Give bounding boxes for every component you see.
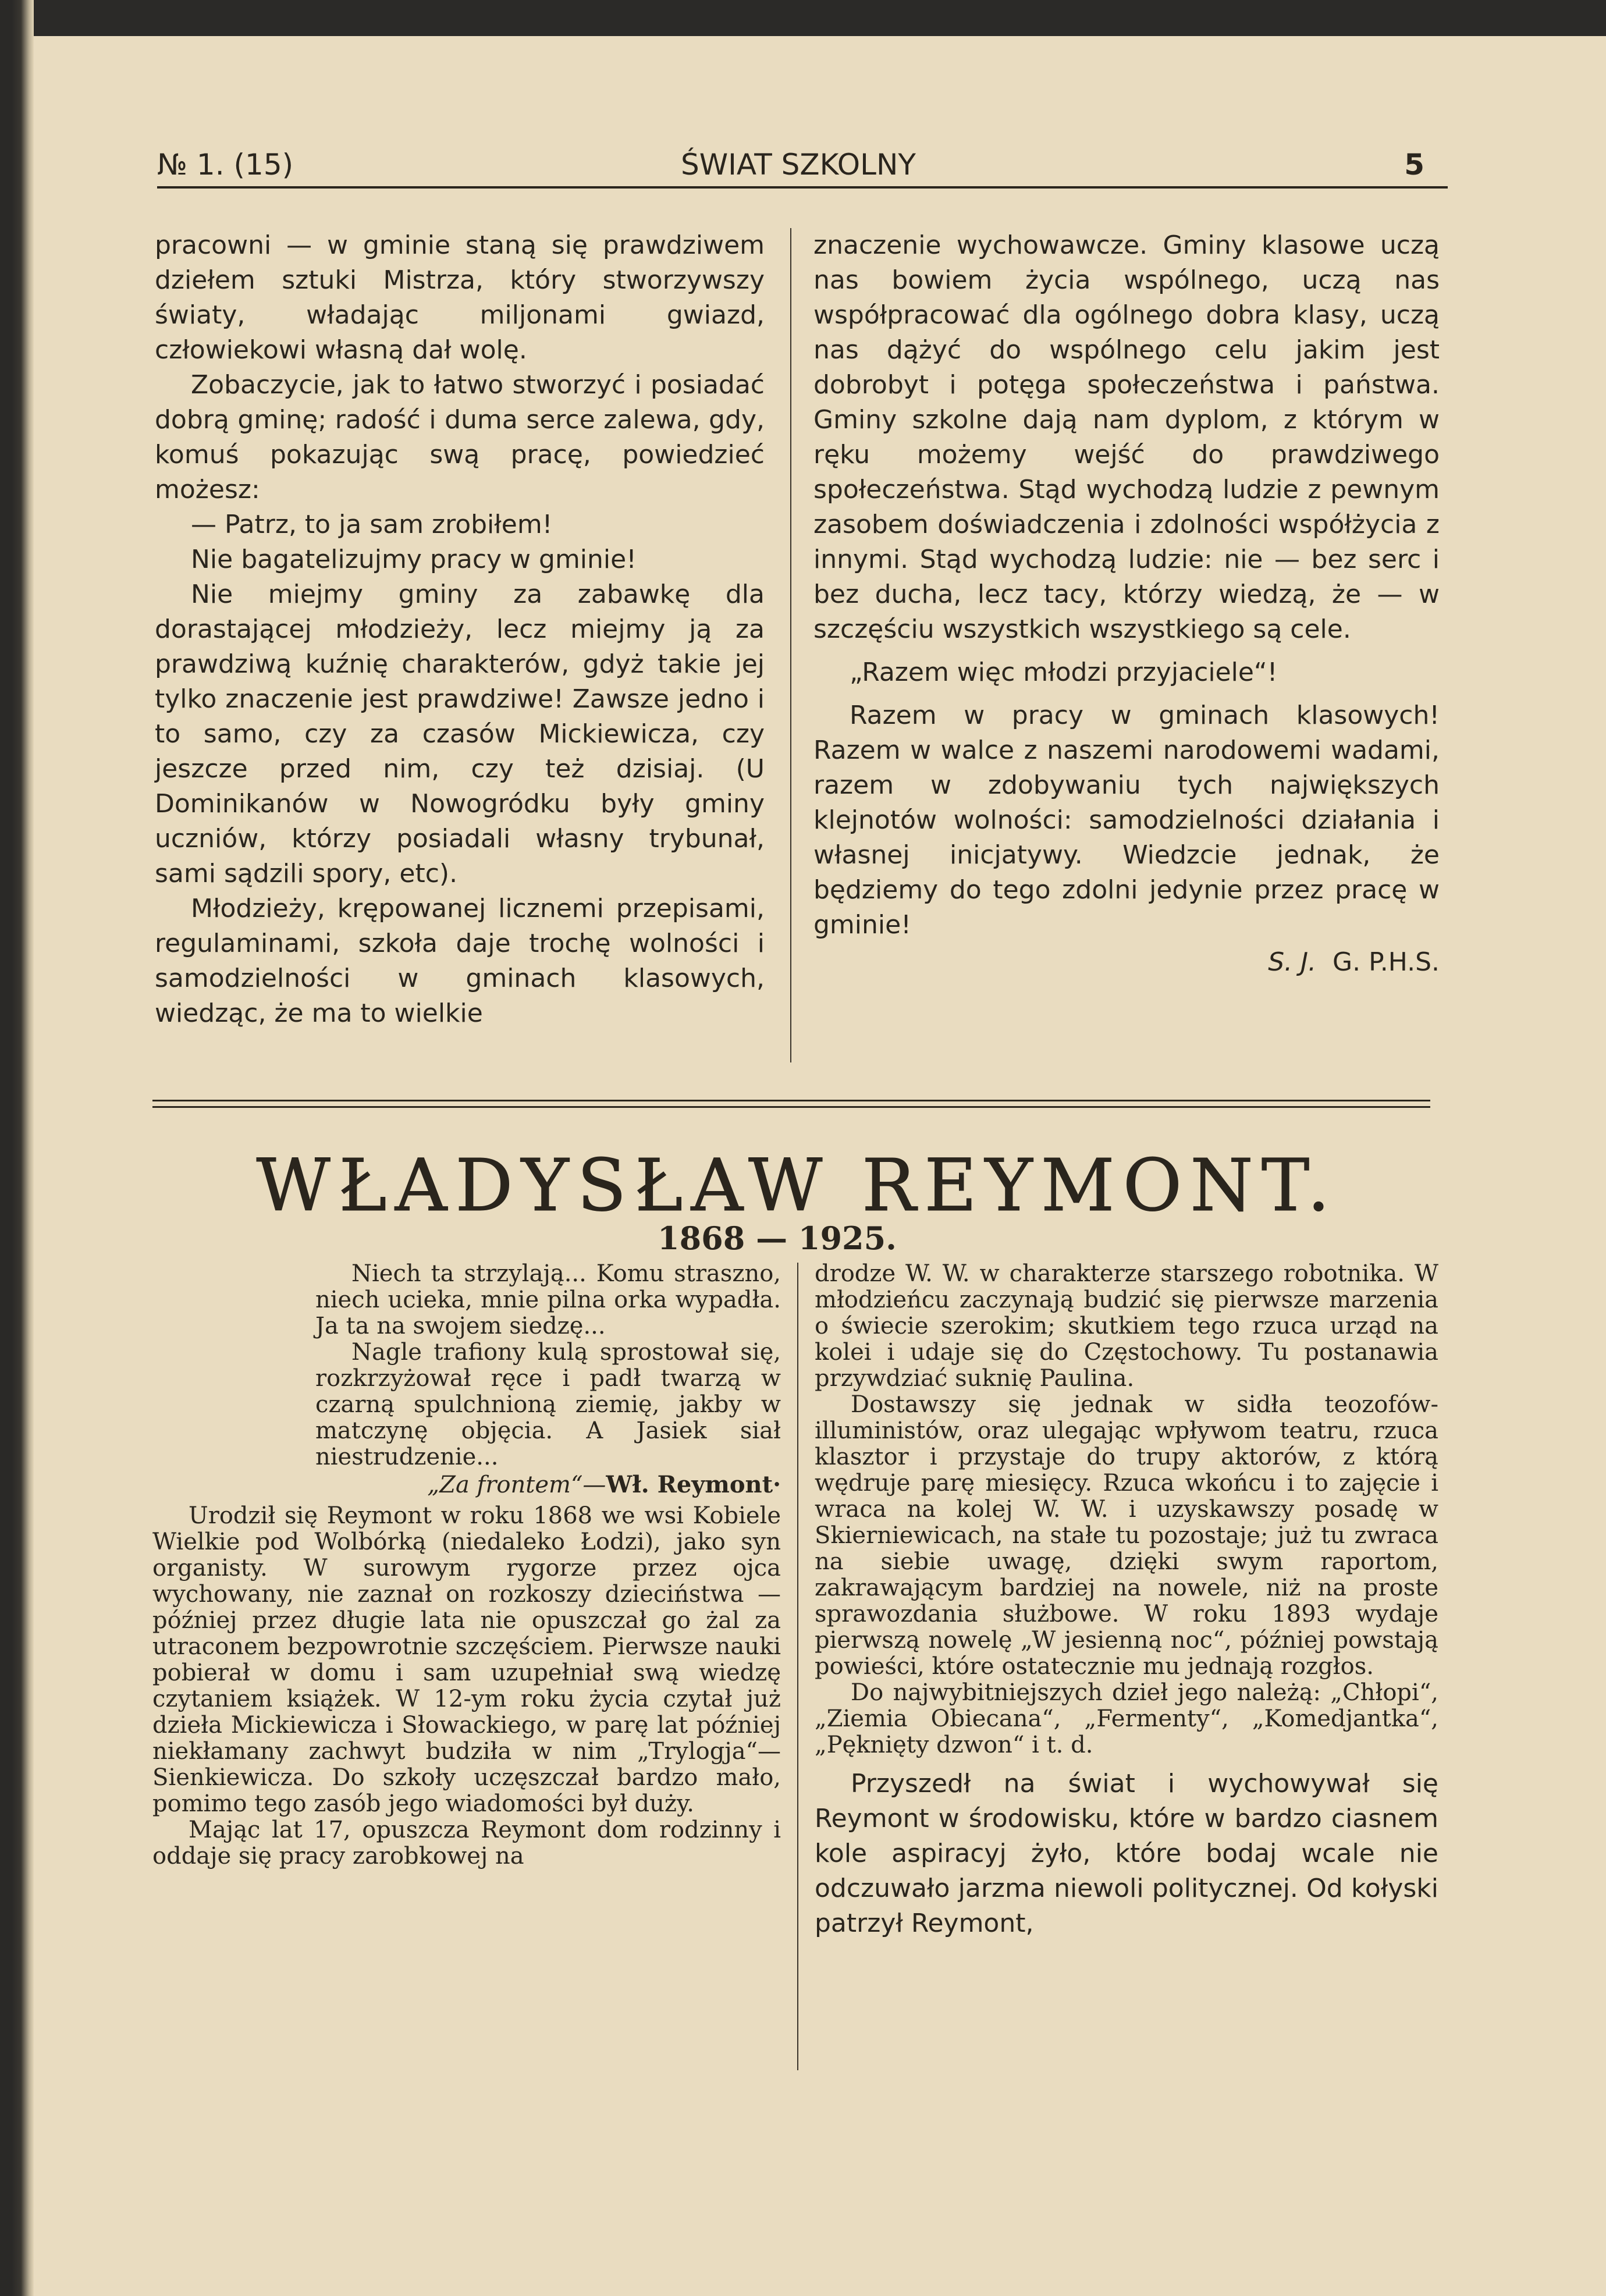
section-divider [152, 1100, 1430, 1108]
header-rule [157, 186, 1448, 189]
article-title: WŁADYSŁAW REYMONT. [256, 1144, 1338, 1228]
epigraph [152, 1261, 781, 1498]
paragraph: Młodzieży, krępowanej licznemi przepisami, regulaminami, szkoła daje trochę wolności i samodzielności w gminach klasowych, wiedząc, że ma to wielkie [155, 894, 765, 1028]
issue-number: № 1. (15) [157, 148, 294, 182]
paragraph: Nie miejmy gminy za zabawkę dla dorastającej młodzieży, lecz miejmy ją za prawdziwą kuźnię charakterów, gdyż takie jej tylko znaczenie jest prawdziwe! Zawsze jedno i to samo, czy za czasów Mickiewicza, czy jeszcze przed nim, czy też dzisiaj. (U Dominikanów w Nowogródku były gminy uczniów, którzy posiadali własny trybunał, sami sądzili spory, etc). [155, 580, 765, 888]
article-years: 1868 — 1925. [658, 1220, 897, 1257]
paragraph: drodze W. W. w charakterze starszego robotnika. W młodzieńcu zaczynają budzić się pierwsze marzenia o świecie szerokim; skutkiem tego rzuca urząd na kolei i udaje się do Częstochowy. Tu postanawia przywdziać suknię Paulina. [815, 1260, 1438, 1392]
running-header [157, 144, 1448, 187]
paragraph: „Razem więc młodzi przyjaciele“! [850, 657, 1278, 687]
article-column-left [152, 1261, 781, 1870]
paragraph: Przyszedł na świat i wychowywał się Reymont w środowisku, które w bardzo ciasnem kole aspiracyj żyło, które bodaj wcale nie odczuwało jarzma niewoli politycznej. Od kołyski patrzył Reymont, [815, 1769, 1438, 1938]
epigraph-attribution [315, 1472, 781, 1498]
epigraph-author: Wł. Reymont· [606, 1471, 781, 1498]
paragraph: Nie bagatelizujmy pracy w gminie! [191, 545, 637, 574]
epigraph-source: „Za frontem“— [427, 1472, 606, 1498]
signature-school: G. P.H.S. [1333, 947, 1440, 977]
upper-column-right [813, 228, 1440, 980]
paragraph: Dostawszy się jednak w sidła teozofów-illuministów, oraz ulegając wpływom teatru, rzuca klasztor i przystaje do trupy aktorów, z którą wędruje parę miesięcy. Rzuca wkońcu i to zajęcie i wraca na kolej W. W. i uzyskawszy posadę w Skierniewicach, na stałe tu pozostaje; już tu zwraca na siebie uwagę, dzięki swym raportom, zakrawającym bardziej na nowele, niż na proste sprawozdania służbowe. W roku 1893 wydaje pierwszą nowelę „W jesienną noc“, później powstają powieści, które ostatecznie mu jednają rozgłos. [815, 1391, 1438, 1680]
signature [813, 945, 1440, 980]
paragraph: Do najwybitniejszych dzieł jego należą: „Chłopi“, „Ziemia Obiecana“, „Fermenty“, „Komedjantka“, „Pęknięty dzwon“ i t. d. [815, 1679, 1438, 1758]
paragraph: Urodził się Reymont w roku 1868 we wsi Kobiele Wielkie pod Wolbórką (niedaleko Łodzi), jako syn organisty. W surowym rygorze przez ojca wychowany, nie zaznał on rozkoszy dzieciństwa — później przez długie lata nie opuszczał go żal za utraconem bezpowrotnie szczęściem. Pierwsze nauki pobierał w domu i sam uzupełniał swą wiedzę czytaniem książek. W 12-ym roku życia czytał już dzieła Mickiewicza i Słowackiego, w parę lat później niekłamany zachwyt budziła w nim „Trylogja“— Sienkiewicza. Do szkoły uczęszczał bardzo mało, pomimo tego zasób jego wiadomości był duży. [152, 1502, 781, 1817]
page-number: 5 [1404, 148, 1424, 182]
paragraph: Zobaczycie, jak to łatwo stworzyć i posiadać dobrą gminę; radość i duma serce zalewa, gdy, komuś pokazując swą pracę, powiedzieć możesz: [155, 370, 765, 504]
column-divider [790, 228, 791, 1062]
paragraph: Mając lat 17, opuszcza Reymont dom rodzinny i oddaje się pracy zarobkowej na [152, 1817, 781, 1870]
epigraph-paragraph: Nagle trafiony kulą sprostował się, rozkrzyżował ręce i padł twarzą w czarną spulchnioną ziemię, jakby w matczynę objęcia. A Jasiek siał niestrudzenie... [315, 1339, 781, 1470]
epigraph-paragraph: Niech ta strzylają... Komu straszno, niech ucieka, mnie pilna orka wypadła. Ja ta na swojem siedzę... [315, 1260, 781, 1339]
signature-initials: S. J. [1268, 947, 1317, 977]
paragraph: — Patrz, to ja sam zrobiłem! [191, 510, 553, 539]
paragraph: znaczenie wychowawcze. Gminy klasowe uczą nas bowiem życia wspólnego, uczą nas współpracować dla ogólnego dobra klasy, uczą nas dążyć do wspólnego celu jakim jest dobrobyt i potęga społeczeństwa i państwa. Gminy szkolne dają nam dyplom, z którym w ręku możemy wejść do prawdziwego społeczeństwa. Stąd wychodzą ludzie z pewnym zasobem doświadczenia i zdolności współżycia z innymi. Stąd wychodzą ludzie: nie — bez serc i bez ducha, lecz tacy, którzy wiedzą, że — w szczęściu wszystkich wszystkiego są cele. [813, 230, 1440, 644]
upper-column-left [155, 228, 765, 1031]
paragraph: pracowni — w gminie staną się prawdziwem dziełem sztuki Mistrza, który stworzywszy światy, władając miljonami gwiazd, człowiekowi własną dał wolę. [155, 230, 765, 365]
column-divider [797, 1263, 798, 2070]
binding-edge [0, 0, 34, 2296]
journal-title: ŚWIAT SZKOLNY [681, 148, 916, 182]
paragraph: Razem w pracy w gminach klasowych! Razem w walce z naszemi narodowemi wadami, razem w zdobywaniu tych największych klejnotów wolności: samodzielności działania i własnej inicjatywy. Wiedzcie jednak, że będziemy do tego zdolni jedynie przez pracę w gminie! [813, 701, 1440, 940]
article-column-right [815, 1261, 1438, 1941]
